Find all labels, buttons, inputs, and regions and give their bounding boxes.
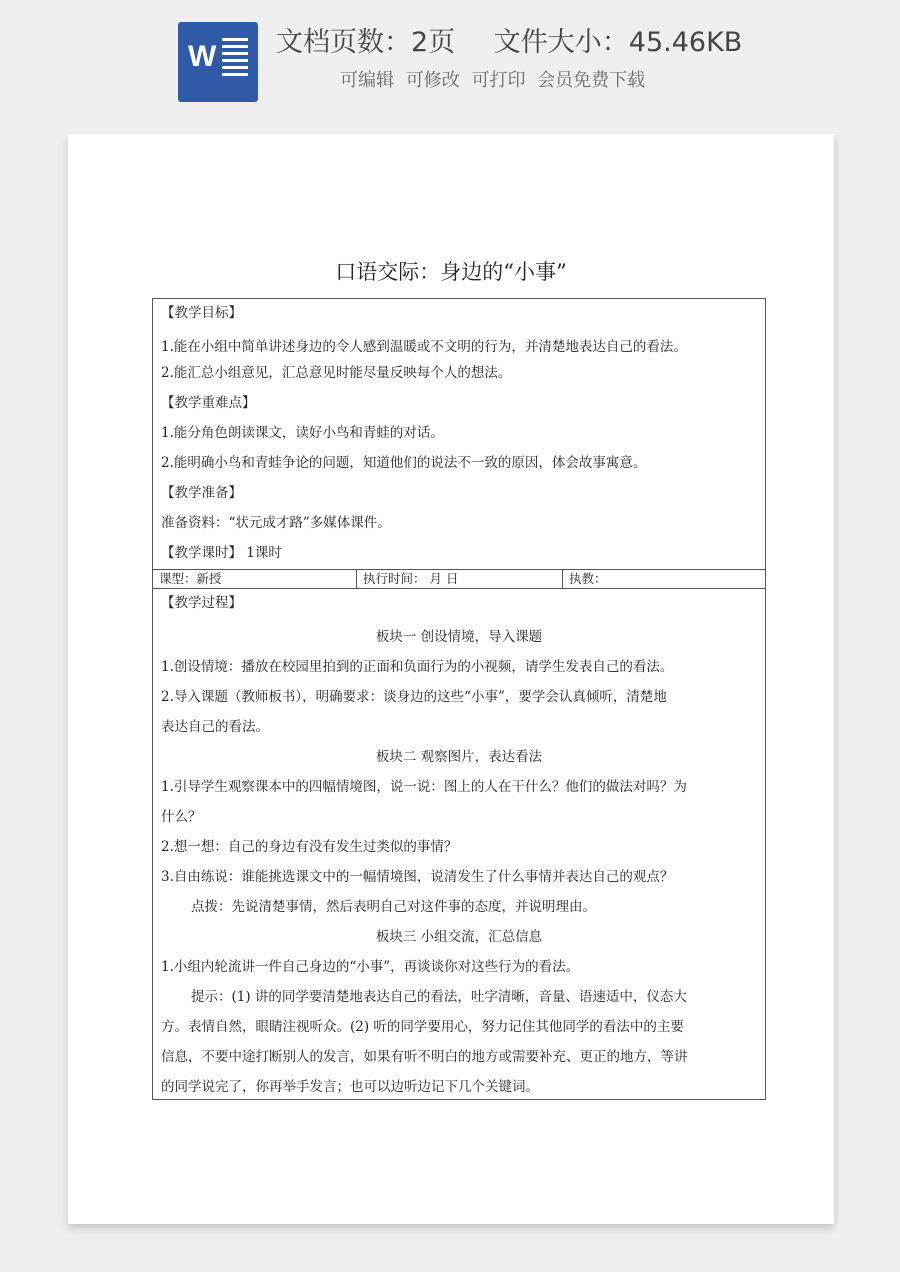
text-line: 2.导入课题（教师板书），明确要求：谈身边的这些“小事”，要学会认真倾听，清楚地 <box>161 689 667 705</box>
tip-line: 提示：(1) 讲的同学要清楚地表达自己的看法，吐字清晰，音量、语速适中，仪态大 <box>191 989 687 1005</box>
file-meta <box>276 20 772 59</box>
process-heading: 【教学过程】 <box>161 595 242 611</box>
text-line: 1.小组内轮流讲一件自己身边的“小事”，再谈谈你对这些行为的看法。 <box>161 959 580 975</box>
goal-item: 1.能在小组中简单讲述身边的令人感到温暖或不文明的行为，并清楚地表达自己的看法。 <box>161 339 687 355</box>
text-line: 的同学说完了，你再举手发言；也可以边听边记下几个关键词。 <box>161 1079 539 1095</box>
lesson-plan-table <box>152 298 766 1100</box>
prep-heading: 【教学准备】 <box>161 485 242 501</box>
class-hours: 【教学课时】 1课时 <box>161 545 282 561</box>
goals-heading: 【教学目标】 <box>161 305 242 321</box>
lesson-type: 课型：新授 <box>153 570 357 588</box>
teacher: 执教： <box>569 571 607 586</box>
text-line: 表达自己的看法。 <box>161 719 269 735</box>
word-document-icon: W <box>178 22 258 102</box>
text-line: 什么？ <box>161 809 202 825</box>
text-line: 2.想一想：自己的身边有没有发生过类似的事情？ <box>161 839 458 855</box>
info-row <box>153 570 765 589</box>
tip-line: 点拨：先说清楚事情，然后表明自己对这件事的态度，并说明理由。 <box>191 899 596 915</box>
text-line: 方。表情自然，眼睛注视听众。(2) 听的同学要用心，努力记住其他同学的看法中的主要 <box>161 1019 684 1035</box>
block-title: 板块三 小组交流，汇总信息 <box>375 929 543 945</box>
block-title: 板块二 观察图片，表达看法 <box>375 749 543 765</box>
overview-section <box>153 299 765 570</box>
document-page <box>68 134 834 1224</box>
text-line: 信息，不要中途打断别人的发言，如果有听不明白的地方或需要补充、更正的地方，等讲 <box>161 1049 688 1065</box>
document-title: 口语交际：身边的“小事” <box>335 260 567 284</box>
key-point-item: 2.能明确小鸟和青蛙争论的问题，知道他们的说法不一致的原因，体会故事寓意。 <box>161 455 647 471</box>
key-point-item: 1.能分角色朗读课文，读好小鸟和青蛙的对话。 <box>161 425 444 441</box>
text-line: 1.创设情境：播放在校园里拍到的正面和负面行为的小视频，请学生发表自己的看法。 <box>161 659 674 675</box>
text-line: 3.自由练说：谁能挑选课文中的一幅情境图，说清发生了什么事情并表达自己的观点？ <box>161 869 674 885</box>
prep-text: 准备资料：“状元成才路”多媒体课件。 <box>161 515 391 531</box>
download-banner <box>0 0 900 120</box>
file-size: 文件大小：45.46KB <box>493 27 743 58</box>
goal-item: 2.能汇总小组意见，汇总意见时能尽量反映每个人的想法。 <box>161 365 512 381</box>
execution-time: 执行时间： 月 日 <box>357 570 563 588</box>
process-section <box>153 589 765 1099</box>
block-title: 板块一 创设情境，导入课题 <box>375 629 543 645</box>
feature-list: 可编辑 可修改 可打印 会员免费下载 <box>340 70 646 91</box>
key-points-heading: 【教学重难点】 <box>161 395 256 411</box>
page-count: 文档页数：2页 <box>276 27 456 58</box>
text-line: 1.引导学生观察课本中的四幅情境图，说一说：图上的人在干什么？他们的做法对吗？为 <box>161 779 687 795</box>
